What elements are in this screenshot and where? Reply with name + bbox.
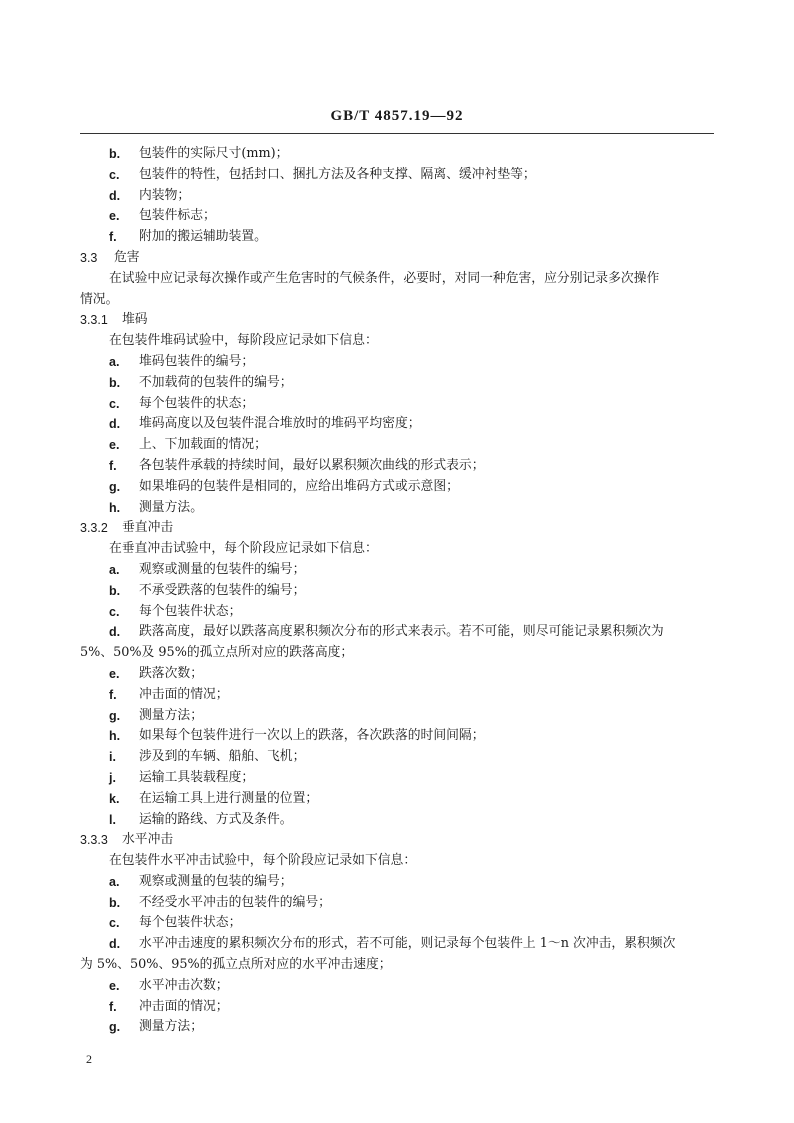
list-item: h. 测量方法。 <box>109 499 203 515</box>
list-item: f. 附加的搬运辅助装置。 <box>109 229 267 245</box>
list-item: e. 水平冲击次数； <box>109 977 229 993</box>
section-heading-3-3: 3.3 危害 <box>80 249 140 265</box>
list-item: j. 运输工具装载程度； <box>109 769 255 785</box>
list-item: b. 不承受跌落的包装件的编号； <box>109 582 306 598</box>
list-item: c. 每个包装件状态； <box>109 915 242 931</box>
list-item: l. 运输的路线、方式及条件。 <box>109 811 293 827</box>
list-item: d. 跌落高度，最好以跌落高度累积频次分布的形式来表示。若不可能，则尽可能记录累积频次为 <box>109 624 664 640</box>
paragraph: 在包装件水平冲击试验中，每个阶段应记录如下信息： <box>109 853 417 869</box>
list-item: h. 如果每个包装件进行一次以上的跌落，各次跌落的时间间隔； <box>109 728 485 744</box>
paragraph-continuation: 情况。 <box>80 291 119 307</box>
list-item: i. 涉及到的车辆、船舶、飞机； <box>109 749 306 765</box>
list-item: e. 包装件标志； <box>109 208 216 224</box>
header-rule <box>80 133 714 134</box>
list-item-continuation: 为 5%、50%、95%的孤立点所对应的水平冲击速度； <box>80 957 392 973</box>
section-heading-3-3-2: 3.3.2 垂直冲击 <box>80 520 174 536</box>
list-item: g. 测量方法； <box>109 707 203 723</box>
list-item: a. 堆码包装件的编号； <box>109 353 255 369</box>
list-item: a. 观察或测量的包装件的编号； <box>109 561 306 577</box>
list-item: d. 水平冲击速度的累积频次分布的形式，若不可能，则记录每个包装件上 1～n 次冲击，累积频次 <box>109 936 676 952</box>
paragraph: 在试验中应记录每次操作或产生危害时的气候条件，必要时，对同一种危害，应分别记录多次操作 <box>109 270 660 286</box>
list-item: c. 每个包装件的状态； <box>109 395 255 411</box>
list-item-continuation: 5%、50%及 95%的孤立点所对应的跌落高度； <box>80 645 354 661</box>
list-item: e. 跌落次数； <box>109 665 203 681</box>
section-heading-3-3-1: 3.3.1 堆码 <box>80 312 148 328</box>
section-heading-3-3-3: 3.3.3 水平冲击 <box>80 832 174 848</box>
list-item: e. 上、下加载面的情况； <box>109 437 267 453</box>
list-a <box>80 144 700 248</box>
page-number: 2 <box>86 1052 92 1066</box>
document-body <box>80 144 700 1038</box>
list-item: c. 包装件的特性，包括封口、捆扎方法及各种支撑、隔离、缓冲衬垫等； <box>109 166 536 182</box>
paragraph: 在垂直冲击试验中，每个阶段应记录如下信息： <box>109 541 378 557</box>
list-item: d. 堆码高度以及包装件混合堆放时的堆码平均密度； <box>109 416 421 432</box>
list-item: g. 测量方法； <box>109 1019 203 1035</box>
list-item: k. 在运输工具上进行测量的位置； <box>109 790 319 806</box>
paragraph: 在包装件堆码试验中，每阶段应记录如下信息： <box>109 333 378 349</box>
list-item: g. 如果堆码的包装件是相同的，应给出堆码方式或示意图； <box>109 478 459 494</box>
document-header: GB/T 4857.19—92 <box>330 108 464 124</box>
list-item: b. 不加载荷的包装件的编号； <box>109 374 293 390</box>
list-item: a. 观察或测量的包装的编号； <box>109 873 293 889</box>
list-item: f. 冲击面的情况； <box>109 998 229 1014</box>
list-item: d. 内装物； <box>109 187 191 203</box>
list-item: c. 每个包装件状态； <box>109 603 242 619</box>
list-item: f. 冲击面的情况； <box>109 686 229 702</box>
list-item: b. 不经受水平冲击的包装件的编号； <box>109 894 331 910</box>
list-item: b. 包装件的实际尺寸(mm)； <box>109 146 289 161</box>
list-item: f. 各包装件承载的持续时间，最好以累积频次曲线的形式表示； <box>109 457 485 473</box>
